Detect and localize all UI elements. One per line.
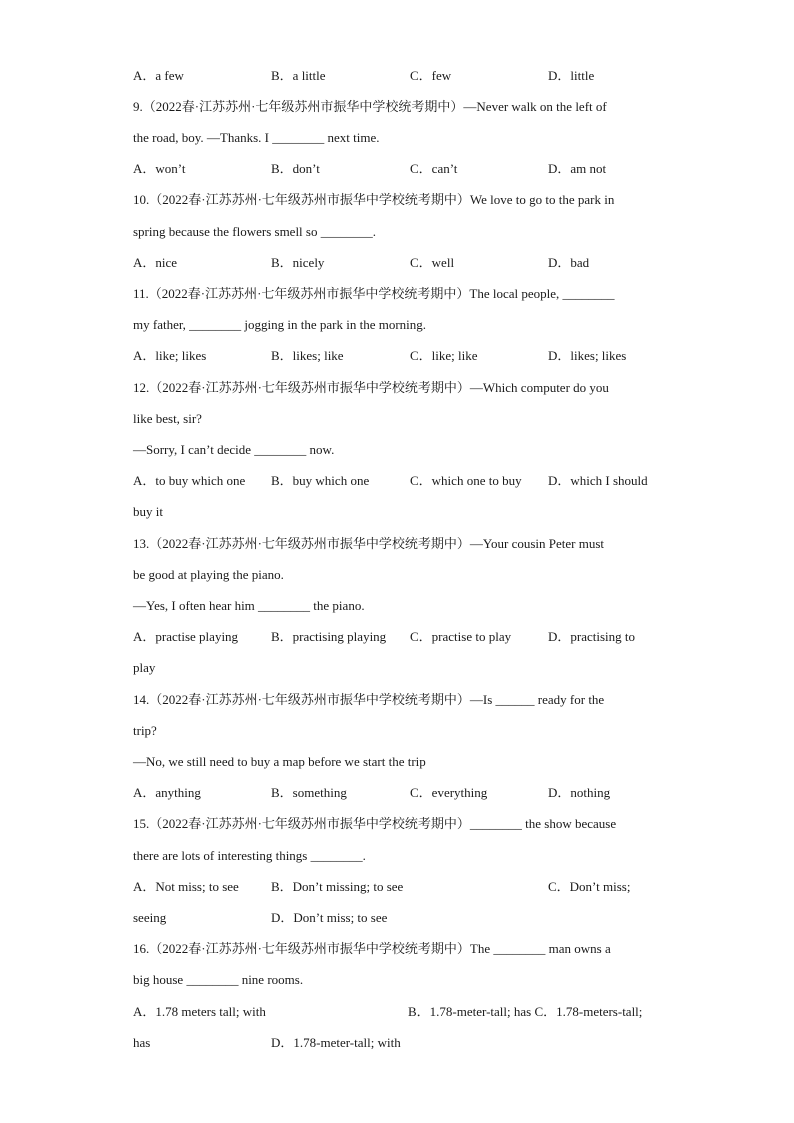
answer-option: B．nicely: [271, 255, 325, 270]
answer-option: C．can’t: [410, 161, 458, 176]
answer-option: B．practising playing: [271, 629, 387, 644]
text-line: 12.（2022春·江苏苏州·七年级苏州市振华中学校统考期中）—Which computer do you: [133, 380, 609, 395]
text-line: 11.（2022春·江苏苏州·七年级苏州市振华中学校统考期中）The local people, ________: [133, 286, 615, 301]
answer-option: C．which one to buy: [410, 473, 522, 488]
answer-option: C．practise to play: [410, 629, 512, 644]
options-row: [133, 1033, 673, 1053]
answer-option: D．bad: [548, 255, 590, 270]
options-row: [133, 627, 673, 647]
answer-option: B．Don’t missing; to see: [271, 879, 404, 894]
text-line: spring because the flowers smell so ________.: [133, 224, 376, 239]
answer-option: B．something: [271, 785, 347, 800]
answer-option: D．nothing: [548, 785, 611, 800]
options-row: [133, 877, 673, 897]
answer-option: D．little: [548, 68, 595, 83]
text-line: big house ________ nine rooms.: [133, 972, 304, 987]
options-row: [133, 783, 673, 803]
answer-option: A．won’t: [133, 161, 186, 176]
text-line: my father, ________ jogging in the park in the morning.: [133, 317, 427, 332]
text-line: 13.（2022春·江苏苏州·七年级苏州市振华中学校统考期中）—Your cousin Peter must: [133, 536, 605, 551]
options-row: [133, 346, 673, 366]
answer-option: C．few: [410, 68, 452, 83]
answer-option: B．buy which one: [271, 473, 370, 488]
answer-option: D．Don’t miss; to see: [271, 910, 388, 925]
answer-option: B．likes; like: [271, 348, 344, 363]
text-line: —Yes, I often hear him ________ the piano.: [133, 598, 365, 613]
text-line: 10.（2022春·江苏苏州·七年级苏州市振华中学校统考期中）We love to go to the park in: [133, 192, 615, 207]
options-row: [133, 908, 673, 928]
text-line: buy it: [133, 504, 163, 519]
text-line: 9.（2022春·江苏苏州·七年级苏州市振华中学校统考期中）—Never walk on the left of: [133, 99, 607, 114]
text-line: like best, sir?: [133, 411, 202, 426]
text-line: trip?: [133, 723, 157, 738]
answer-option: A．1.78 meters tall; with: [133, 1004, 266, 1019]
answer-option: C．well: [410, 255, 455, 270]
text-line: —Sorry, I can’t decide ________ now.: [133, 442, 335, 457]
text-line: be good at playing the piano.: [133, 567, 284, 582]
answer-option: A．anything: [133, 785, 201, 800]
answer-option: D．practising to: [548, 629, 636, 644]
text-line: there are lots of interesting things ________.: [133, 848, 366, 863]
answer-option: D．likes; likes: [548, 348, 627, 363]
answer-option: A．practise playing: [133, 629, 239, 644]
answer-option: seeing: [133, 910, 167, 925]
text-line: —No, we still need to buy a map before we start the trip: [133, 754, 426, 769]
answer-option: D．am not: [548, 161, 607, 176]
answer-option: D．1.78-meter-tall; with: [271, 1035, 401, 1050]
text-line: the road, boy. —Thanks. I ________ next time.: [133, 130, 380, 145]
answer-option: C．everything: [410, 785, 488, 800]
answer-option: A．a few: [133, 68, 184, 83]
answer-option: C．like; like: [410, 348, 478, 363]
text-line: 16.（2022春·江苏苏州·七年级苏州市振华中学校统考期中）The ________ man owns a: [133, 941, 611, 956]
answer-option: A．to buy which one: [133, 473, 246, 488]
options-row: [133, 471, 673, 491]
text-line: play: [133, 660, 156, 675]
options-row: [133, 159, 673, 179]
answer-option: A．Not miss; to see: [133, 879, 239, 894]
text-line: 14.（2022春·江苏苏州·七年级苏州市振华中学校统考期中）—Is ______ ready for the: [133, 692, 605, 707]
answer-option: B．don’t: [271, 161, 320, 176]
answer-option: A．like; likes: [133, 348, 207, 363]
answer-option: D．which I should: [548, 473, 648, 488]
answer-option: has: [133, 1035, 151, 1050]
text-line: 15.（2022春·江苏苏州·七年级苏州市振华中学校统考期中）________ the show because: [133, 816, 617, 831]
answer-option: A．nice: [133, 255, 178, 270]
options-row: [133, 66, 673, 86]
options-row: [133, 253, 673, 273]
answer-option: B．a little: [271, 68, 326, 83]
answer-option: B．1.78-meter-tall; has C．1.78-meters-tall;: [408, 1004, 643, 1019]
options-row: [133, 1002, 673, 1022]
answer-option: C．Don’t miss;: [548, 879, 631, 894]
